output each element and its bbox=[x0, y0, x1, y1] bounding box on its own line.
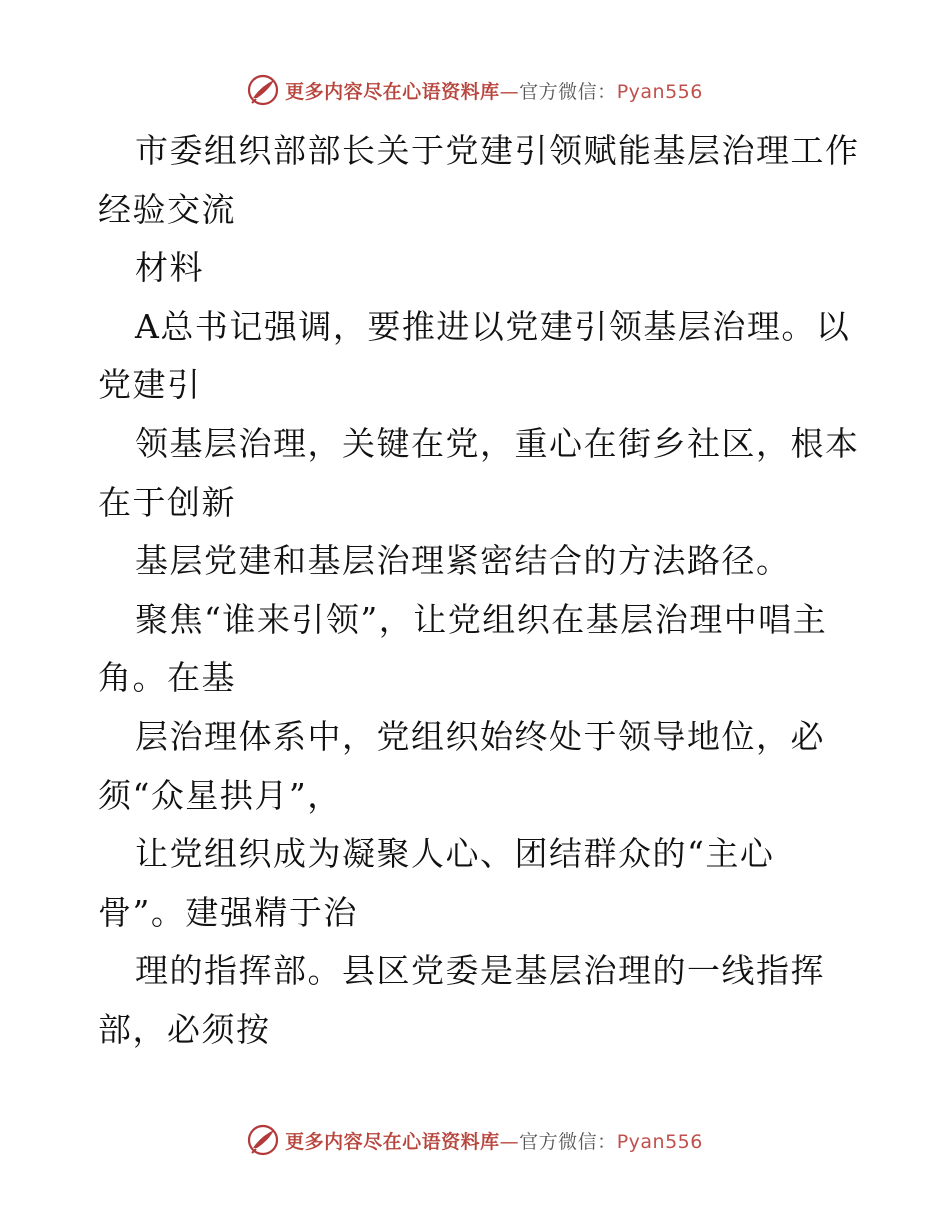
text-line: A总书记强调，要推进以党建引领基层治理。以 bbox=[135, 306, 851, 346]
pen-logo-icon bbox=[247, 74, 279, 106]
text-line: 须“众星拱月”， bbox=[98, 775, 342, 815]
text-line: 骨”。建强精于治 bbox=[98, 892, 358, 932]
watermark-official-label: 官方微信： bbox=[519, 80, 617, 103]
text-line: 市委组织部部长关于党建引领赋能基层治理工作 bbox=[135, 131, 860, 170]
text-line: 理的指挥部。县区党委是基层治理的一线指挥 bbox=[135, 951, 825, 991]
footer-watermark bbox=[0, 1120, 950, 1160]
text-line: 党建引 bbox=[98, 365, 202, 405]
text-line: 材料 bbox=[135, 248, 204, 288]
watermark-dash: — bbox=[499, 1130, 520, 1153]
header-watermark bbox=[0, 70, 950, 110]
text-line: 经验交流 bbox=[98, 189, 236, 229]
watermark-wechat-id: Pyan556 bbox=[616, 1130, 703, 1153]
document-body bbox=[98, 122, 868, 1060]
watermark-brand: 更多内容尽在心语资料库 bbox=[285, 80, 500, 103]
text-line: 在于创新 bbox=[98, 482, 236, 522]
watermark-text bbox=[285, 1127, 703, 1154]
text-line: 让党组织成为凝聚人心、团结群众的“主心 bbox=[135, 834, 775, 874]
text-line: 领基层治理，关键在党，重心在街乡社区，根本 bbox=[135, 423, 860, 463]
text-line: 基层党建和基层治理紧密结合的方法路径。 bbox=[135, 541, 791, 581]
text-line: 聚焦“谁来引领”，让党组织在基层治理中唱主 bbox=[135, 599, 828, 639]
pen-logo-icon bbox=[247, 1124, 279, 1156]
watermark-text bbox=[285, 77, 703, 104]
watermark-wechat-id: Pyan556 bbox=[616, 80, 703, 103]
watermark-dash: — bbox=[499, 80, 520, 103]
watermark-brand: 更多内容尽在心语资料库 bbox=[285, 1130, 500, 1153]
watermark-official-label: 官方微信： bbox=[519, 1130, 617, 1153]
text-line: 部，必须按 bbox=[98, 1009, 271, 1049]
text-line: 角。在基 bbox=[98, 658, 236, 698]
text-line: 层治理体系中，党组织始终处于领导地位，必 bbox=[135, 716, 825, 756]
